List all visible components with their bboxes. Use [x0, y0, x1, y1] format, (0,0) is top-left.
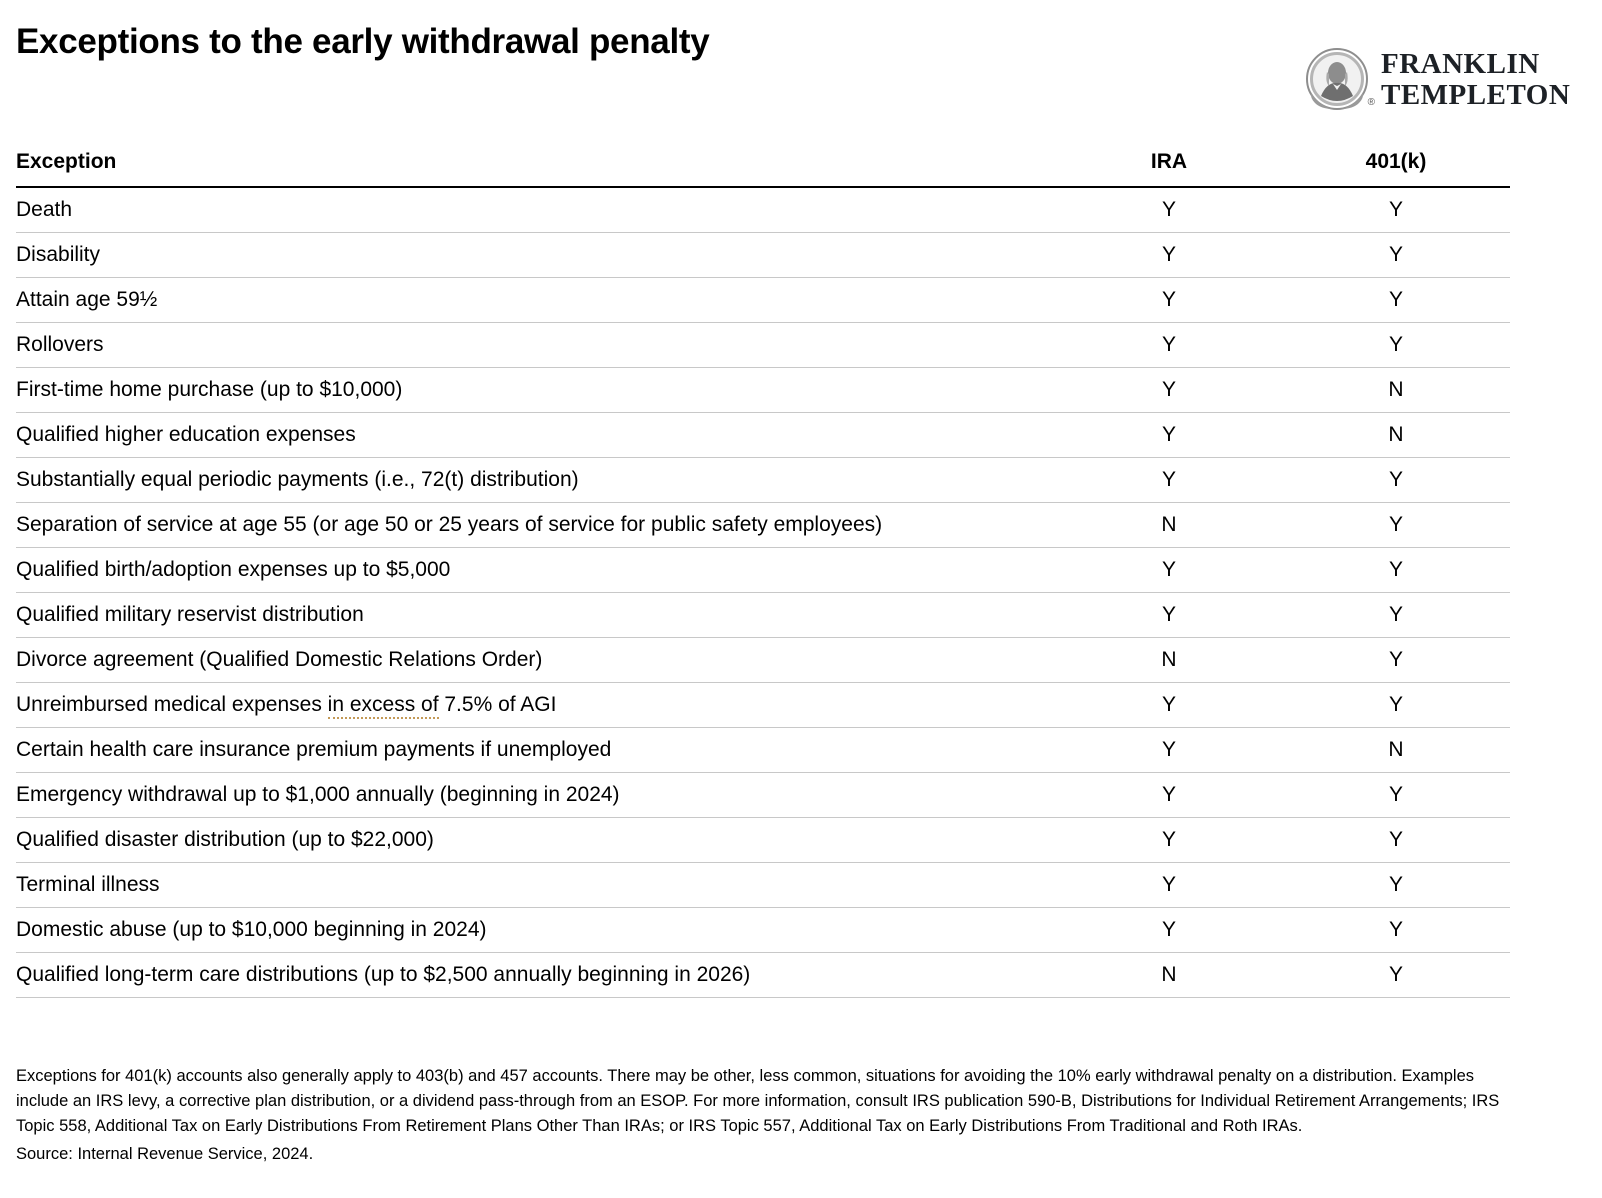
exception-label: Qualified disaster distribution (up to $22,000)	[16, 818, 1056, 863]
401k-value: N	[1282, 413, 1510, 458]
table-body	[16, 187, 1510, 998]
ira-value: Y	[1056, 278, 1282, 323]
table-row	[16, 638, 1510, 683]
ira-value: Y	[1056, 683, 1282, 728]
table-row	[16, 548, 1510, 593]
registered-trademark-icon: ®	[1367, 97, 1375, 108]
exception-label: Emergency withdrawal up to $1,000 annually (beginning in 2024)	[16, 773, 1056, 818]
401k-value: Y	[1282, 278, 1510, 323]
exceptions-table	[16, 150, 1510, 998]
401k-value: Y	[1282, 773, 1510, 818]
table-row	[16, 908, 1510, 953]
401k-value: Y	[1282, 187, 1510, 233]
logo-line2: TEMPLETON	[1381, 79, 1571, 111]
401k-value: Y	[1282, 683, 1510, 728]
table-header	[16, 150, 1510, 187]
ira-value: Y	[1056, 908, 1282, 953]
source-text: Source: Internal Revenue Service, 2024.	[16, 1145, 314, 1163]
column-header-ira: IRA	[1056, 150, 1282, 187]
ira-value: Y	[1056, 187, 1282, 233]
table-row	[16, 323, 1510, 368]
401k-value: Y	[1282, 548, 1510, 593]
exception-label: Terminal illness	[16, 863, 1056, 908]
401k-value: Y	[1282, 638, 1510, 683]
table-row	[16, 593, 1510, 638]
exception-label: Separation of service at age 55 (or age 50 or 25 years of service for public safety employees)	[16, 503, 1056, 548]
table-row	[16, 368, 1510, 413]
table-row	[16, 818, 1510, 863]
401k-value: Y	[1282, 323, 1510, 368]
401k-value: Y	[1282, 503, 1510, 548]
exception-label: Unreimbursed medical expenses in excess of 7.5% of AGI	[16, 683, 1056, 728]
ira-value: Y	[1056, 728, 1282, 773]
exception-label: Certain health care insurance premium payments if unemployed	[16, 728, 1056, 773]
page-title: Exceptions to the early withdrawal penalty	[16, 22, 710, 61]
column-header-exception: Exception	[16, 150, 1056, 187]
table-row	[16, 233, 1510, 278]
ira-value: Y	[1056, 413, 1282, 458]
ira-value: Y	[1056, 458, 1282, 503]
401k-value: Y	[1282, 953, 1510, 998]
logo-wordmark	[1381, 49, 1570, 111]
exception-label: Divorce agreement (Qualified Domestic Relations Order)	[16, 638, 1056, 683]
ira-value: Y	[1056, 863, 1282, 908]
table-row	[16, 187, 1510, 233]
logo-line1: FRANKLIN	[1381, 48, 1540, 80]
table-row	[16, 458, 1510, 503]
ira-value: Y	[1056, 368, 1282, 413]
table-row	[16, 953, 1510, 998]
exception-label: Qualified military reservist distribution	[16, 593, 1056, 638]
401k-value: Y	[1282, 863, 1510, 908]
table-row	[16, 503, 1510, 548]
401k-value: Y	[1282, 908, 1510, 953]
401k-value: Y	[1282, 593, 1510, 638]
table-row	[16, 863, 1510, 908]
401k-value: Y	[1282, 818, 1510, 863]
exception-label: Disability	[16, 233, 1056, 278]
exception-label: Qualified long-term care distributions (up to $2,500 annually beginning in 2026)	[16, 953, 1056, 998]
401k-value: Y	[1282, 233, 1510, 278]
column-header-401k: 401(k)	[1282, 150, 1510, 187]
grammar-underline: in excess of	[328, 693, 439, 719]
exception-label: Substantially equal periodic payments (i.e., 72(t) distribution)	[16, 458, 1056, 503]
401k-value: N	[1282, 728, 1510, 773]
401k-value: N	[1282, 368, 1510, 413]
401k-value: Y	[1282, 458, 1510, 503]
table-row	[16, 773, 1510, 818]
table-row	[16, 413, 1510, 458]
ira-value: Y	[1056, 773, 1282, 818]
ira-value: Y	[1056, 233, 1282, 278]
footnote-text: Exceptions for 401(k) accounts also generally apply to 403(b) and 457 accounts. There may be other, less common, situations for avoiding the 10% early withdrawal penalty on a distribution. Examples include an IRS levy, a corrective plan distribution, or a dividend pass-through from an ESOP. For more information, consult IRS publication 590-B, Distributions for Individual Retirement Arrangements; IRS Topic 558, Additional Tax on Early Distributions From Retirement Plans Other Than IRAs; or IRS Topic 557, Additional Tax on Early Distributions From Traditional and Roth IRAs.	[16, 1067, 1500, 1135]
exception-label: Qualified higher education expenses	[16, 413, 1056, 458]
franklin-portrait-icon	[1303, 46, 1375, 114]
franklin-templeton-logo	[1303, 46, 1570, 114]
ira-value: N	[1056, 503, 1282, 548]
exception-label: First-time home purchase (up to $10,000)	[16, 368, 1056, 413]
ira-value: Y	[1056, 818, 1282, 863]
exception-label: Rollovers	[16, 323, 1056, 368]
table-row	[16, 278, 1510, 323]
exception-label: Domestic abuse (up to $10,000 beginning in 2024)	[16, 908, 1056, 953]
ira-value: N	[1056, 638, 1282, 683]
ira-value: N	[1056, 953, 1282, 998]
table-row	[16, 683, 1510, 728]
ira-value: Y	[1056, 593, 1282, 638]
exception-label: Attain age 59½	[16, 278, 1056, 323]
table-row	[16, 728, 1510, 773]
exception-label: Qualified birth/adoption expenses up to $5,000	[16, 548, 1056, 593]
ira-value: Y	[1056, 548, 1282, 593]
ira-value: Y	[1056, 323, 1282, 368]
exception-label: Death	[16, 187, 1056, 233]
